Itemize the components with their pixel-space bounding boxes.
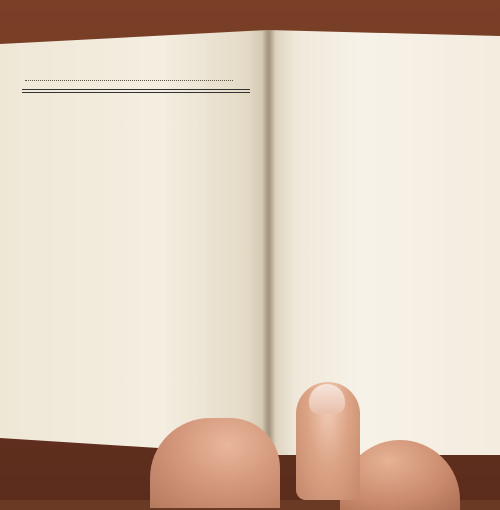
right-page — [268, 30, 500, 455]
open-book — [0, 30, 500, 460]
toc-preface-row — [22, 80, 250, 83]
left-page — [0, 30, 268, 455]
thumb-nail — [309, 384, 345, 414]
section-title-thessalia — [22, 89, 250, 93]
book-gutter — [262, 30, 276, 455]
